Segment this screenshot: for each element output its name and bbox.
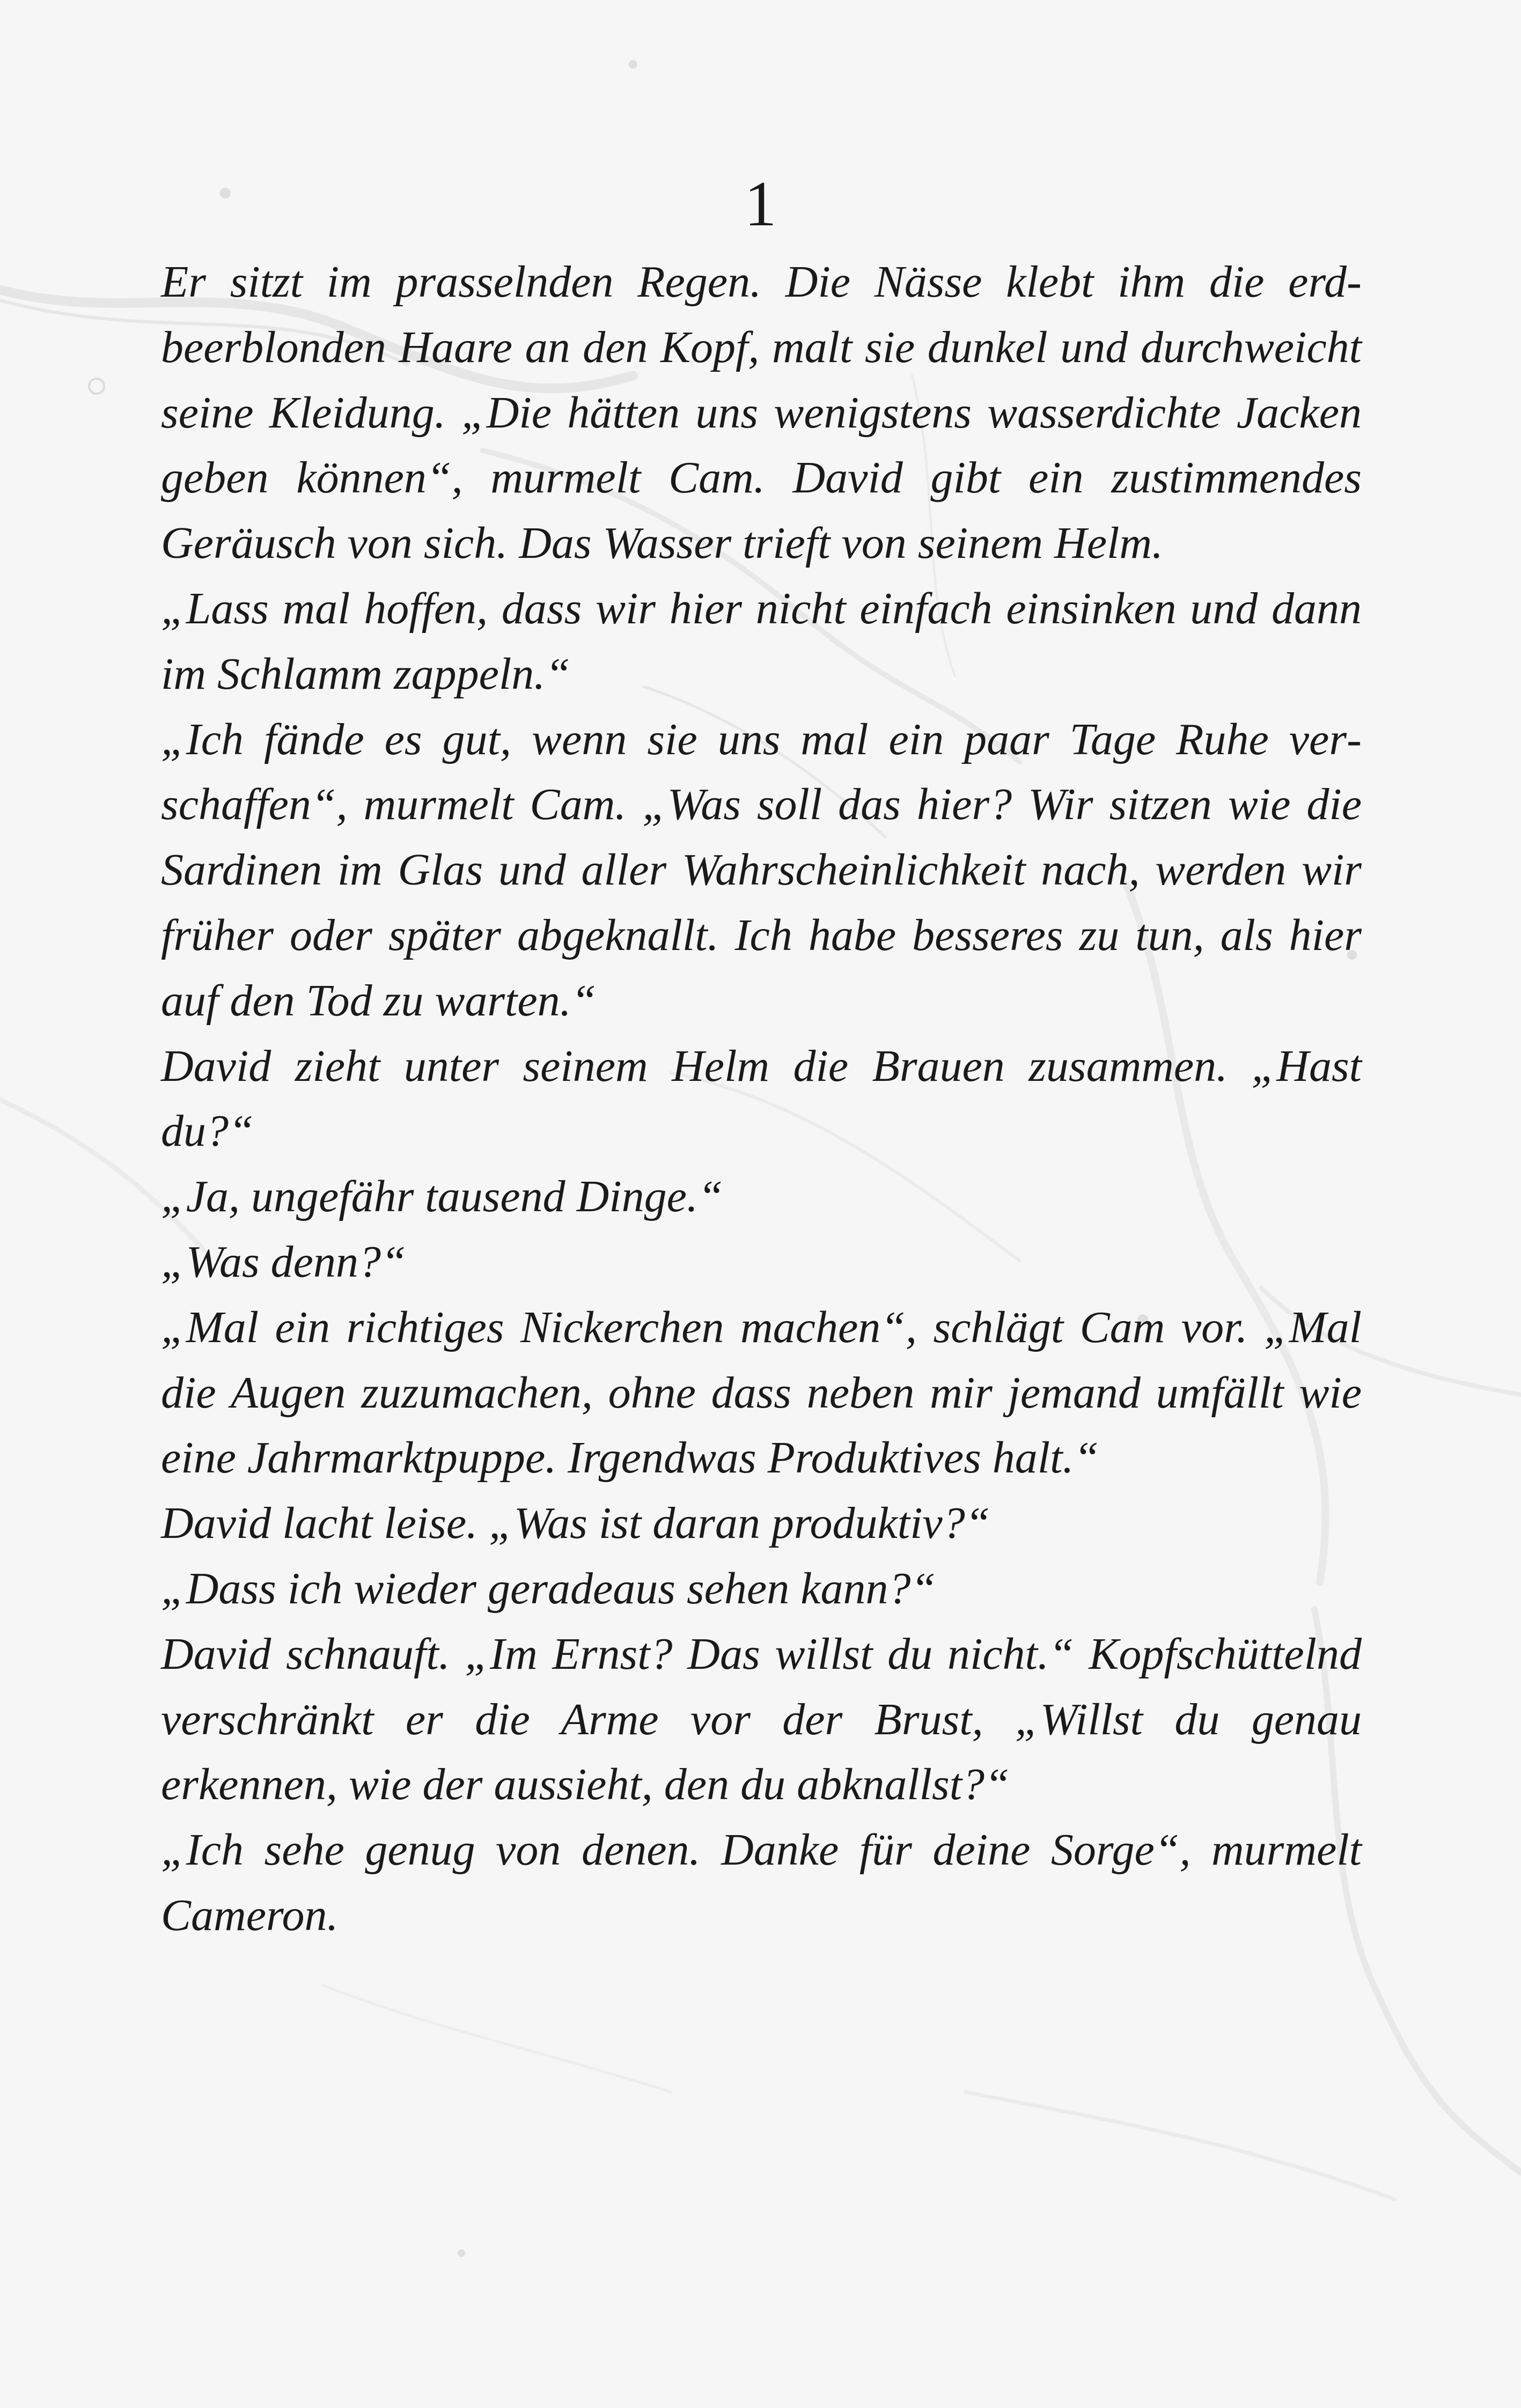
paragraph: David schnauft. „Im Ernst? Das willst du nicht.“ Kopfschüttelnd verschränkt er die Arme vor der Brust, „Willst du genau erkennen, wie der aussieht, den du abknallst?“ [161, 1629, 1362, 1810]
paragraph: „Was denn?“ [161, 1236, 406, 1287]
paragraph: Er sitzt im prasselnden Regen. Die Nässe klebt ihm die erdbeerblonden Haare an den Kopf, malt sie dunkel und durchweicht seine Kleidung. „Die hätten uns wenigstens wasserdichte Jacken geben können“, murmelt Cam. David gibt ein zustimmendes Geräusch von sich. Das Wasser trieft von seinem Helm. [161, 257, 1362, 569]
paragraph: David lacht leise. „Was ist daran produktiv?“ [161, 1498, 990, 1549]
chapter-text [161, 249, 1362, 1948]
paragraph: „Dass ich wieder geradeaus sehen kann?“ [161, 1563, 936, 1614]
paragraph: „Mal ein richtiges Nickerchen machen“, schlägt Cam vor. „Mal die Augen zuzumachen, ohne dass neben mir jemand umfällt wie eine Jahrmarktpuppe. Irgendwas Produktives halt.“ [161, 1302, 1362, 1483]
paragraph: David zieht unter seinem Helm die Brauen zusammen. „Hast du?“ [161, 1041, 1362, 1157]
paragraph: „Ich fände es gut, wenn sie uns mal ein paar Tage Ruhe verschaffen“, murmelt Cam. „Was soll das hier? Wir sitzen wie die Sardinen im Glas und aller Wahrscheinlichkeit nach, werden wir früher oder später abgeknallt. Ich habe besseres zu tun, als hier auf den Tod zu warten.“ [161, 714, 1362, 1026]
paragraph: „Ja, ungefähr tausend Dinge.“ [161, 1172, 723, 1222]
paragraph: „Lass mal hoffen, dass wir hier nicht einfach einsinken und dann im Schlamm zappeln.“ [161, 583, 1362, 699]
paragraph: „Ich sehe genug von denen. Danke für deine Sorge“, murmelt Cameron. [161, 1825, 1362, 1940]
page-number: 1 [744, 168, 777, 239]
